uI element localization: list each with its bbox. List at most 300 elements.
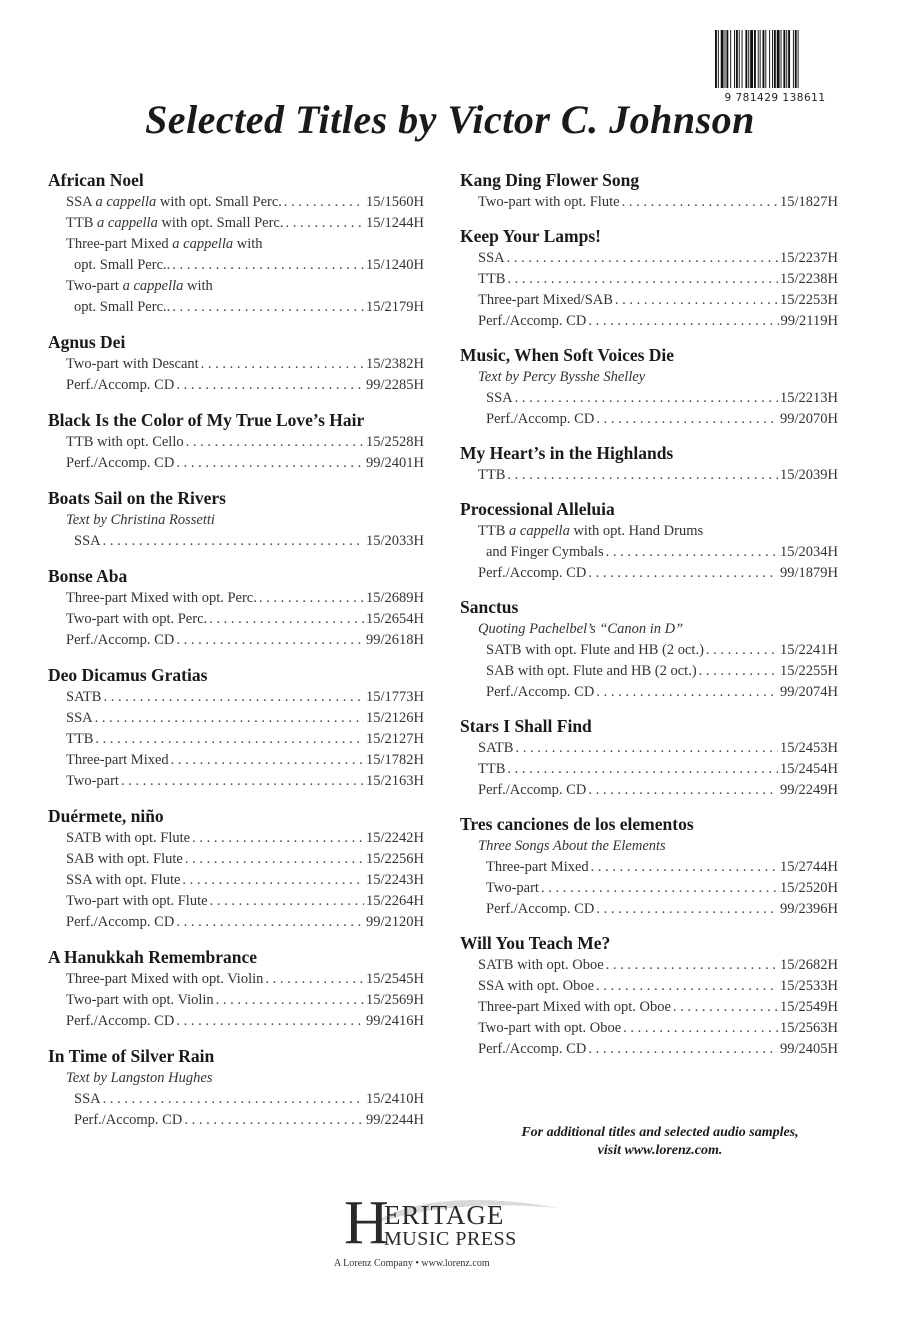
edition-label-text: Perf./Accomp. CD bbox=[486, 684, 595, 700]
catalog-number: 99/2070H bbox=[780, 411, 838, 427]
catalog-number: 99/2396H bbox=[780, 901, 838, 917]
dot-leader bbox=[615, 290, 778, 311]
edition-row bbox=[460, 661, 838, 682]
section-title: Keep Your Lamps! bbox=[460, 226, 601, 246]
edition-label-text: TTB bbox=[478, 467, 506, 483]
edition-label-text: SATB with opt. Flute bbox=[66, 830, 191, 846]
edition-label-text: Two-part with Descant bbox=[66, 356, 199, 372]
edition-row bbox=[48, 432, 424, 453]
edition-row bbox=[48, 708, 424, 729]
edition-label bbox=[66, 278, 213, 294]
dot-leader bbox=[176, 630, 364, 651]
edition-row bbox=[460, 1018, 838, 1039]
title-section bbox=[460, 441, 838, 486]
edition-label-italic: a cappella bbox=[122, 278, 184, 294]
edition-label-text: SATB bbox=[478, 740, 514, 756]
edition-label bbox=[478, 759, 505, 780]
edition-label bbox=[66, 630, 174, 651]
dot-leader bbox=[515, 388, 778, 409]
edition-row bbox=[48, 588, 424, 609]
edition-label bbox=[66, 687, 101, 708]
edition-label-text: SSA with opt. Flute bbox=[66, 872, 181, 888]
section-title: Will You Teach Me? bbox=[460, 933, 611, 953]
catalog-number: 15/1560H bbox=[366, 194, 424, 210]
edition-row bbox=[460, 269, 838, 290]
dot-leader bbox=[507, 269, 778, 290]
edition-label-italic: a cappella bbox=[172, 236, 234, 252]
dot-leader bbox=[172, 255, 364, 276]
catalog-number: 15/1782H bbox=[366, 752, 424, 768]
catalog-number: 15/2238H bbox=[780, 271, 838, 287]
title-section bbox=[48, 663, 424, 792]
catalog-number: 15/2453H bbox=[780, 740, 838, 756]
edition-label bbox=[66, 990, 214, 1011]
left-column bbox=[48, 168, 424, 1143]
edition-row bbox=[460, 563, 838, 584]
title-section bbox=[460, 168, 838, 213]
catalog-number: 99/1879H bbox=[780, 565, 838, 581]
dot-leader bbox=[596, 682, 778, 703]
right-column bbox=[460, 168, 838, 1071]
edition-row bbox=[460, 248, 838, 269]
dot-leader bbox=[606, 955, 778, 976]
section-title: Stars I Shall Find bbox=[460, 716, 592, 736]
edition-label bbox=[66, 912, 174, 933]
text-credit: Three Songs About the Elements bbox=[478, 838, 666, 854]
edition-label-text: with bbox=[233, 236, 263, 252]
dot-leader bbox=[103, 687, 364, 708]
edition-label bbox=[486, 661, 697, 682]
edition-label bbox=[74, 1089, 101, 1110]
edition-row bbox=[460, 857, 838, 878]
edition-row bbox=[48, 687, 424, 708]
edition-label bbox=[486, 857, 589, 878]
edition-row bbox=[48, 630, 424, 651]
section-title: In Time of Silver Rain bbox=[48, 1046, 215, 1066]
title-section bbox=[48, 1044, 424, 1131]
catalog-number: 15/2256H bbox=[366, 851, 424, 867]
title-section bbox=[48, 945, 424, 1032]
edition-row bbox=[48, 912, 424, 933]
edition-row bbox=[48, 375, 424, 396]
logo-subtitle: A Lorenz Company • www.lorenz.com bbox=[334, 1258, 490, 1269]
dot-leader bbox=[596, 899, 778, 920]
edition-row bbox=[48, 192, 424, 213]
dot-leader bbox=[103, 1089, 364, 1110]
dot-leader bbox=[209, 609, 364, 630]
dot-leader bbox=[623, 1018, 778, 1039]
edition-label-text: Three-part Mixed with opt. Violin bbox=[66, 971, 264, 987]
title-section bbox=[48, 330, 424, 396]
edition-label-text: SATB with opt. Flute and HB (2 oct.) bbox=[486, 642, 704, 658]
catalog-number: 15/2382H bbox=[366, 356, 424, 372]
edition-row bbox=[48, 750, 424, 771]
section-title: Processional Alleluia bbox=[460, 499, 615, 519]
edition-label-text: Perf./Accomp. CD bbox=[66, 914, 175, 930]
section-title: My Heart’s in the Highlands bbox=[460, 443, 674, 463]
edition-row bbox=[48, 849, 424, 870]
edition-label-italic: a cappella bbox=[509, 523, 570, 539]
dot-leader bbox=[588, 1039, 778, 1060]
edition-label-text: Perf./Accomp. CD bbox=[486, 901, 595, 917]
edition-label-text: with opt. Small Perc. bbox=[156, 194, 282, 210]
title-section bbox=[48, 408, 424, 474]
edition-label-text: Two-part with opt. Perc. bbox=[66, 611, 208, 627]
edition-label bbox=[478, 1018, 621, 1039]
catalog-number: 15/2034H bbox=[780, 544, 838, 560]
title-section bbox=[460, 343, 838, 430]
edition-label-text: Three-part Mixed bbox=[66, 236, 173, 252]
edition-row bbox=[460, 1039, 838, 1060]
edition-label-text: SSA bbox=[478, 250, 505, 266]
edition-label bbox=[486, 640, 704, 661]
dot-leader bbox=[176, 1011, 364, 1032]
dot-leader bbox=[176, 375, 364, 396]
dot-leader bbox=[95, 729, 364, 750]
edition-row bbox=[460, 290, 838, 311]
dot-leader bbox=[210, 891, 364, 912]
edition-row bbox=[460, 997, 838, 1018]
edition-label-text: and Finger Cymbals bbox=[486, 544, 604, 560]
dot-leader bbox=[95, 708, 364, 729]
edition-label-text: Two-part bbox=[486, 880, 539, 896]
dot-leader bbox=[103, 531, 364, 552]
edition-label-text: Perf./Accomp. CD bbox=[478, 565, 587, 581]
catalog-number: 15/2213H bbox=[780, 390, 838, 406]
edition-label-text: Two-part bbox=[66, 278, 123, 294]
catalog-number: 15/1244H bbox=[366, 215, 424, 231]
text-credit: Quoting Pachelbel’s “Canon in D” bbox=[478, 621, 684, 637]
barcode-number: 9 781429 138611 bbox=[724, 92, 826, 104]
edition-label-text: with bbox=[183, 278, 213, 294]
edition-row bbox=[460, 542, 838, 563]
edition-row bbox=[48, 531, 424, 552]
edition-label bbox=[74, 531, 101, 552]
edition-label bbox=[66, 828, 190, 849]
footnote bbox=[460, 1124, 860, 1160]
edition-row bbox=[48, 453, 424, 474]
catalog-number: 15/1773H bbox=[366, 689, 424, 705]
catalog-number: 15/2654H bbox=[366, 611, 424, 627]
edition-label-text: Two-part with opt. Oboe bbox=[478, 1020, 622, 1036]
edition-label bbox=[478, 269, 505, 290]
catalog-number: 99/2074H bbox=[780, 684, 838, 700]
edition-label bbox=[478, 523, 703, 539]
dot-leader bbox=[171, 750, 364, 771]
dot-leader bbox=[606, 542, 778, 563]
title-section bbox=[460, 224, 838, 332]
dot-leader bbox=[596, 976, 778, 997]
edition-label-text: SSA bbox=[74, 1091, 101, 1107]
catalog-number: 15/2410H bbox=[366, 1091, 424, 1107]
edition-label-text: Perf./Accomp. CD bbox=[74, 1112, 183, 1128]
edition-label bbox=[478, 192, 620, 213]
edition-label-text: opt. Small Perc.. bbox=[74, 299, 171, 315]
dot-leader bbox=[192, 828, 364, 849]
edition-row bbox=[48, 1110, 424, 1131]
edition-label-text: Three-part Mixed with opt. Oboe bbox=[478, 999, 671, 1015]
edition-label bbox=[486, 682, 594, 703]
dot-leader bbox=[507, 248, 778, 269]
catalog-number: 99/2618H bbox=[366, 632, 424, 648]
edition-label bbox=[66, 588, 257, 609]
catalog-number: 99/2249H bbox=[780, 782, 838, 798]
edition-row bbox=[460, 976, 838, 997]
edition-label-italic: a cappella bbox=[97, 215, 158, 231]
dot-leader bbox=[588, 563, 778, 584]
edition-label-text: Three-part Mixed bbox=[66, 752, 169, 768]
title-section bbox=[48, 486, 424, 552]
edition-row bbox=[460, 955, 838, 976]
section-title: Music, When Soft Voices Die bbox=[460, 345, 675, 365]
edition-row bbox=[48, 213, 424, 234]
edition-row bbox=[48, 828, 424, 849]
edition-label-text: TTB bbox=[478, 761, 506, 777]
catalog-number: 15/2533H bbox=[780, 978, 838, 994]
edition-label-text: with opt. Hand Drums bbox=[569, 523, 704, 539]
edition-label-text: Three-part Mixed bbox=[486, 859, 589, 875]
edition-label-text: SATB bbox=[66, 689, 102, 705]
edition-label-text: Two-part bbox=[66, 773, 119, 789]
dot-leader bbox=[284, 192, 364, 213]
edition-label bbox=[478, 780, 586, 801]
dot-leader bbox=[588, 311, 778, 332]
edition-label-text: Perf./Accomp. CD bbox=[478, 313, 587, 329]
edition-label-text: Three-part Mixed/SAB bbox=[478, 292, 613, 308]
catalog-number: 15/2528H bbox=[366, 434, 424, 450]
edition-label bbox=[74, 1110, 182, 1131]
edition-row bbox=[460, 780, 838, 801]
edition-label bbox=[478, 311, 586, 332]
edition-label-text: TTB bbox=[66, 215, 98, 231]
edition-row bbox=[48, 771, 424, 792]
title-section bbox=[460, 931, 838, 1060]
title-section bbox=[460, 714, 838, 801]
edition-label bbox=[486, 878, 539, 899]
edition-row bbox=[48, 969, 424, 990]
dot-leader bbox=[216, 990, 364, 1011]
catalog-number: 15/2241H bbox=[780, 642, 838, 658]
edition-row bbox=[460, 640, 838, 661]
catalog-number: 15/2569H bbox=[366, 992, 424, 1008]
catalog-number: 15/2545H bbox=[366, 971, 424, 987]
edition-label-text: TTB bbox=[478, 523, 510, 539]
section-title: Sanctus bbox=[460, 597, 519, 617]
dot-leader bbox=[588, 780, 778, 801]
edition-label-text: Perf./Accomp. CD bbox=[66, 455, 175, 471]
edition-label bbox=[74, 297, 170, 318]
dot-leader bbox=[596, 409, 778, 430]
edition-label bbox=[66, 375, 174, 396]
edition-row bbox=[460, 738, 838, 759]
title-section bbox=[48, 564, 424, 651]
catalog-number: 15/2243H bbox=[366, 872, 424, 888]
edition-label bbox=[66, 708, 93, 729]
edition-label bbox=[74, 255, 170, 276]
catalog-number: 99/2244H bbox=[366, 1112, 424, 1128]
edition-label bbox=[66, 1011, 174, 1032]
catalog-number: 15/2264H bbox=[366, 893, 424, 909]
dot-leader bbox=[186, 432, 364, 453]
dot-leader bbox=[265, 969, 364, 990]
barcode-bars bbox=[712, 30, 838, 90]
edition-label bbox=[478, 997, 671, 1018]
dot-leader bbox=[699, 661, 778, 682]
edition-label-text: Perf./Accomp. CD bbox=[66, 1013, 175, 1029]
edition-row bbox=[48, 354, 424, 375]
edition-label-text: Perf./Accomp. CD bbox=[66, 377, 175, 393]
edition-label bbox=[66, 891, 208, 912]
dot-leader bbox=[515, 738, 778, 759]
catalog-number: 15/2454H bbox=[780, 761, 838, 777]
catalog-number: 15/2744H bbox=[780, 859, 838, 875]
edition-row bbox=[460, 759, 838, 780]
edition-row bbox=[48, 255, 424, 276]
section-title: A Hanukkah Remembrance bbox=[48, 947, 258, 967]
section-title: Agnus Dei bbox=[48, 332, 126, 352]
text-credit: Text by Christina Rossetti bbox=[66, 512, 215, 528]
edition-row bbox=[460, 409, 838, 430]
edition-label-text: TTB bbox=[66, 731, 94, 747]
title-section bbox=[460, 812, 838, 920]
dot-leader bbox=[507, 759, 778, 780]
edition-label-text: Two-part with opt. Flute bbox=[478, 194, 620, 210]
edition-label bbox=[66, 432, 184, 453]
section-title: Black Is the Color of My True Love’s Hair bbox=[48, 410, 365, 430]
text-credit: Text by Percy Bysshe Shelley bbox=[478, 369, 646, 385]
edition-label bbox=[478, 563, 586, 584]
logo-line-1: ERITAGE bbox=[384, 1200, 505, 1230]
edition-row bbox=[460, 682, 838, 703]
edition-label bbox=[66, 453, 174, 474]
section-title: African Noel bbox=[48, 170, 144, 190]
dot-leader bbox=[185, 849, 364, 870]
edition-label bbox=[66, 729, 93, 750]
edition-label bbox=[66, 609, 207, 630]
catalog-number: 99/2416H bbox=[366, 1013, 424, 1029]
edition-row bbox=[48, 1089, 424, 1110]
dot-leader bbox=[176, 912, 364, 933]
edition-label bbox=[486, 542, 604, 563]
dot-leader bbox=[184, 1110, 364, 1131]
catalog-number: 15/2242H bbox=[366, 830, 424, 846]
edition-row bbox=[460, 311, 838, 332]
edition-label-text: SSA bbox=[486, 390, 513, 406]
catalog-number: 15/2039H bbox=[780, 467, 838, 483]
edition-label bbox=[486, 388, 513, 409]
footnote-line-2: visit www.lorenz.com. bbox=[597, 1143, 723, 1158]
catalog-number: 15/2253H bbox=[780, 292, 838, 308]
catalog-number: 15/2563H bbox=[780, 1020, 838, 1036]
dot-leader bbox=[591, 857, 778, 878]
edition-row bbox=[48, 891, 424, 912]
catalog-number: 15/2163H bbox=[366, 773, 424, 789]
edition-row bbox=[460, 465, 838, 486]
dot-leader bbox=[182, 870, 364, 891]
edition-label-text: Perf./Accomp. CD bbox=[486, 411, 595, 427]
catalog-number: 15/2549H bbox=[780, 999, 838, 1015]
edition-row bbox=[48, 729, 424, 750]
edition-label-text: Three-part Mixed with opt. Perc. bbox=[66, 590, 257, 606]
edition-label bbox=[66, 969, 263, 990]
catalog-number: 15/2237H bbox=[780, 250, 838, 266]
edition-label-text: Perf./Accomp. CD bbox=[478, 1041, 587, 1057]
edition-line bbox=[48, 234, 424, 255]
edition-label-text: Perf./Accomp. CD bbox=[478, 782, 587, 798]
logo-line-2: MUSIC PRESS bbox=[384, 1228, 517, 1250]
edition-label-text: opt. Small Perc.. bbox=[74, 257, 171, 273]
dot-leader bbox=[507, 465, 778, 486]
edition-row bbox=[48, 609, 424, 630]
edition-label-text: SSA with opt. Oboe bbox=[478, 978, 595, 994]
edition-label-text: Two-part with opt. Flute bbox=[66, 893, 208, 909]
catalog-number: 15/2179H bbox=[366, 299, 424, 315]
edition-label bbox=[486, 899, 594, 920]
edition-label-text: Perf./Accomp. CD bbox=[66, 632, 175, 648]
edition-label-text: SSA bbox=[66, 710, 93, 726]
edition-label-text: SATB with opt. Oboe bbox=[478, 957, 604, 973]
dot-leader bbox=[673, 997, 778, 1018]
edition-line bbox=[460, 521, 838, 542]
edition-label-italic: a cappella bbox=[95, 194, 157, 210]
edition-row bbox=[460, 192, 838, 213]
edition-label-text: SAB with opt. Flute bbox=[66, 851, 183, 867]
edition-label bbox=[66, 771, 119, 792]
section-title: Bonse Aba bbox=[48, 566, 128, 586]
dot-leader bbox=[622, 192, 778, 213]
edition-label-text: Two-part with opt. Violin bbox=[66, 992, 214, 1008]
edition-label-text: SSA bbox=[66, 194, 96, 210]
edition-label-text: TTB with opt. Cello bbox=[66, 434, 184, 450]
dot-leader bbox=[541, 878, 778, 899]
edition-label-text: TTB bbox=[478, 271, 506, 287]
edition-label bbox=[66, 849, 183, 870]
dot-leader bbox=[176, 453, 364, 474]
edition-label bbox=[486, 409, 594, 430]
edition-label bbox=[478, 976, 594, 997]
title-section bbox=[48, 804, 424, 933]
edition-label bbox=[66, 213, 284, 234]
edition-label bbox=[478, 465, 505, 486]
edition-row bbox=[48, 297, 424, 318]
catalog-number: 99/2120H bbox=[366, 914, 424, 930]
title-section bbox=[460, 497, 838, 584]
edition-row bbox=[48, 990, 424, 1011]
catalog-number: 15/2127H bbox=[366, 731, 424, 747]
title-section bbox=[48, 168, 424, 318]
catalog-number: 15/2520H bbox=[780, 880, 838, 896]
dot-leader bbox=[121, 771, 364, 792]
edition-label bbox=[478, 248, 505, 269]
catalog-number: 99/2119H bbox=[780, 313, 838, 329]
dot-leader bbox=[172, 297, 364, 318]
logo-initial: H bbox=[344, 1189, 389, 1257]
edition-label-text: SSA bbox=[74, 533, 101, 549]
catalog-number: 15/1240H bbox=[366, 257, 424, 273]
catalog-number: 15/2689H bbox=[366, 590, 424, 606]
edition-label bbox=[478, 1039, 586, 1060]
edition-row bbox=[48, 870, 424, 891]
edition-row bbox=[460, 388, 838, 409]
edition-line bbox=[48, 276, 424, 297]
footnote-line-1: For additional titles and selected audio samples, bbox=[521, 1125, 799, 1140]
edition-row bbox=[460, 878, 838, 899]
edition-row bbox=[48, 1011, 424, 1032]
edition-label bbox=[66, 236, 263, 252]
dot-leader bbox=[286, 213, 365, 234]
edition-label bbox=[478, 955, 604, 976]
title-section bbox=[460, 595, 838, 703]
